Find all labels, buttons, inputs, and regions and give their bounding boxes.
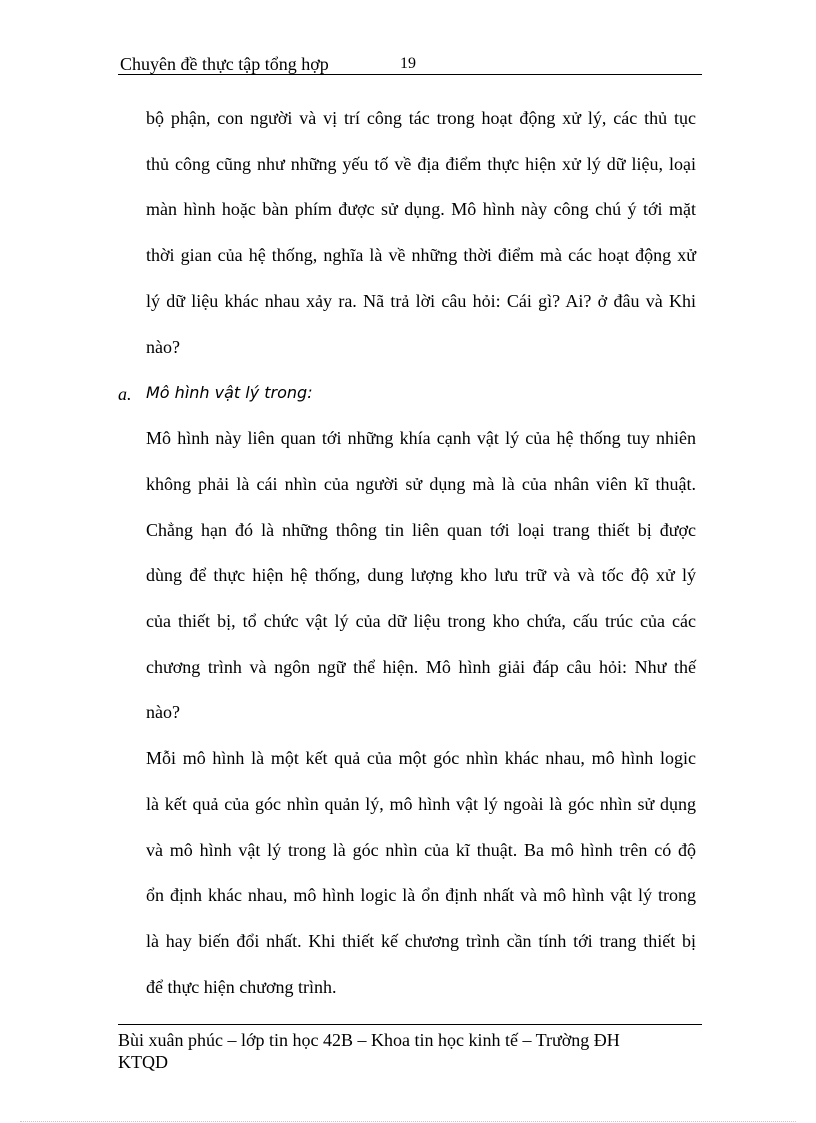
paragraph-3 [146,736,696,1010]
text-line: của thiết bị, tổ chức vật lý của dữ liệu trong kho chứa, cấu trúc của các [146,611,696,632]
text-line: chương trình và ngôn ngữ thể hiện. Mô hình giải đáp câu hỏi: Như thế [146,656,696,677]
text-line: để thực hiện chương trình. [146,976,337,997]
page-footer [118,1024,702,1073]
footer-line-1: Bùi xuân phúc – lớp tin học 42B – Khoa tin học kinh tế – Trường ĐH [118,1030,620,1050]
text-line: không phải là cái nhìn của người sử dụng mà là của nhân viên kĩ thuật. [146,473,696,494]
text-line: dùng để thực hiện hệ thống, dung lượng kho lưu trữ và và tốc độ xử lý [146,565,696,586]
header-title: Chuyên đề thực tập tổng hợp [120,54,329,74]
paragraph-2 [146,416,696,736]
text-line: bộ phận, con người và vị trí công tác trong hoạt động xử lý, các thủ tục [146,108,696,128]
text-line: Mô hình này liên quan tới những khía cạnh vật lý của hệ thống tuy nhiên [146,428,696,449]
text-line: ổn định khác nhau, mô hình logic là ổn định nhất và mô hình vật lý trong [146,885,696,906]
section-heading [118,370,696,416]
page-header [118,52,702,75]
section-marker: a. [118,384,132,405]
text-line: Chẳng hạn đó là những thông tin liên quan tới loại trang thiết bị được [146,519,696,540]
body-text [118,96,696,1010]
text-line: là kết quả của góc nhìn quản lý, mô hình vật lý ngoài là góc nhìn sử dụng [146,793,696,814]
header-page-number: 19 [400,55,416,72]
page-bottom-divider [20,1121,796,1122]
text-line: thời gian của hệ thống, nghĩa là về những thời điểm mà các hoạt động xử [146,245,696,266]
text-line: nào? [146,702,180,723]
text-line: lý dữ liệu khác nhau xảy ra. Nã trả lời câu hỏi: Cái gì? Ai? ở đâu và Khi [146,290,696,311]
paragraph-1 [146,96,696,370]
text-line: thủ công cũng như những yếu tố về địa điểm thực hiện xử lý dữ liệu, loại [146,153,696,174]
text-line: Mỗi mô hình là một kết quả của một góc nhìn khác nhau, mô hình logic [146,748,696,769]
footer-line-2: KTQD [118,1052,168,1072]
text-line: màn hình hoặc bàn phím được sử dụng. Mô hình này công chú ý tới mặt [146,199,696,220]
text-line: là hay biến đổi nhất. Khi thiết kế chương trình cần tính tới trang thiết bị [146,930,696,951]
section-heading-text: Mô hình vật lý trong: [146,383,313,403]
text-line: và mô hình vật lý trong là góc nhìn của kĩ thuật. Ba mô hình trên có độ [146,839,696,860]
text-line: nào? [146,336,180,357]
